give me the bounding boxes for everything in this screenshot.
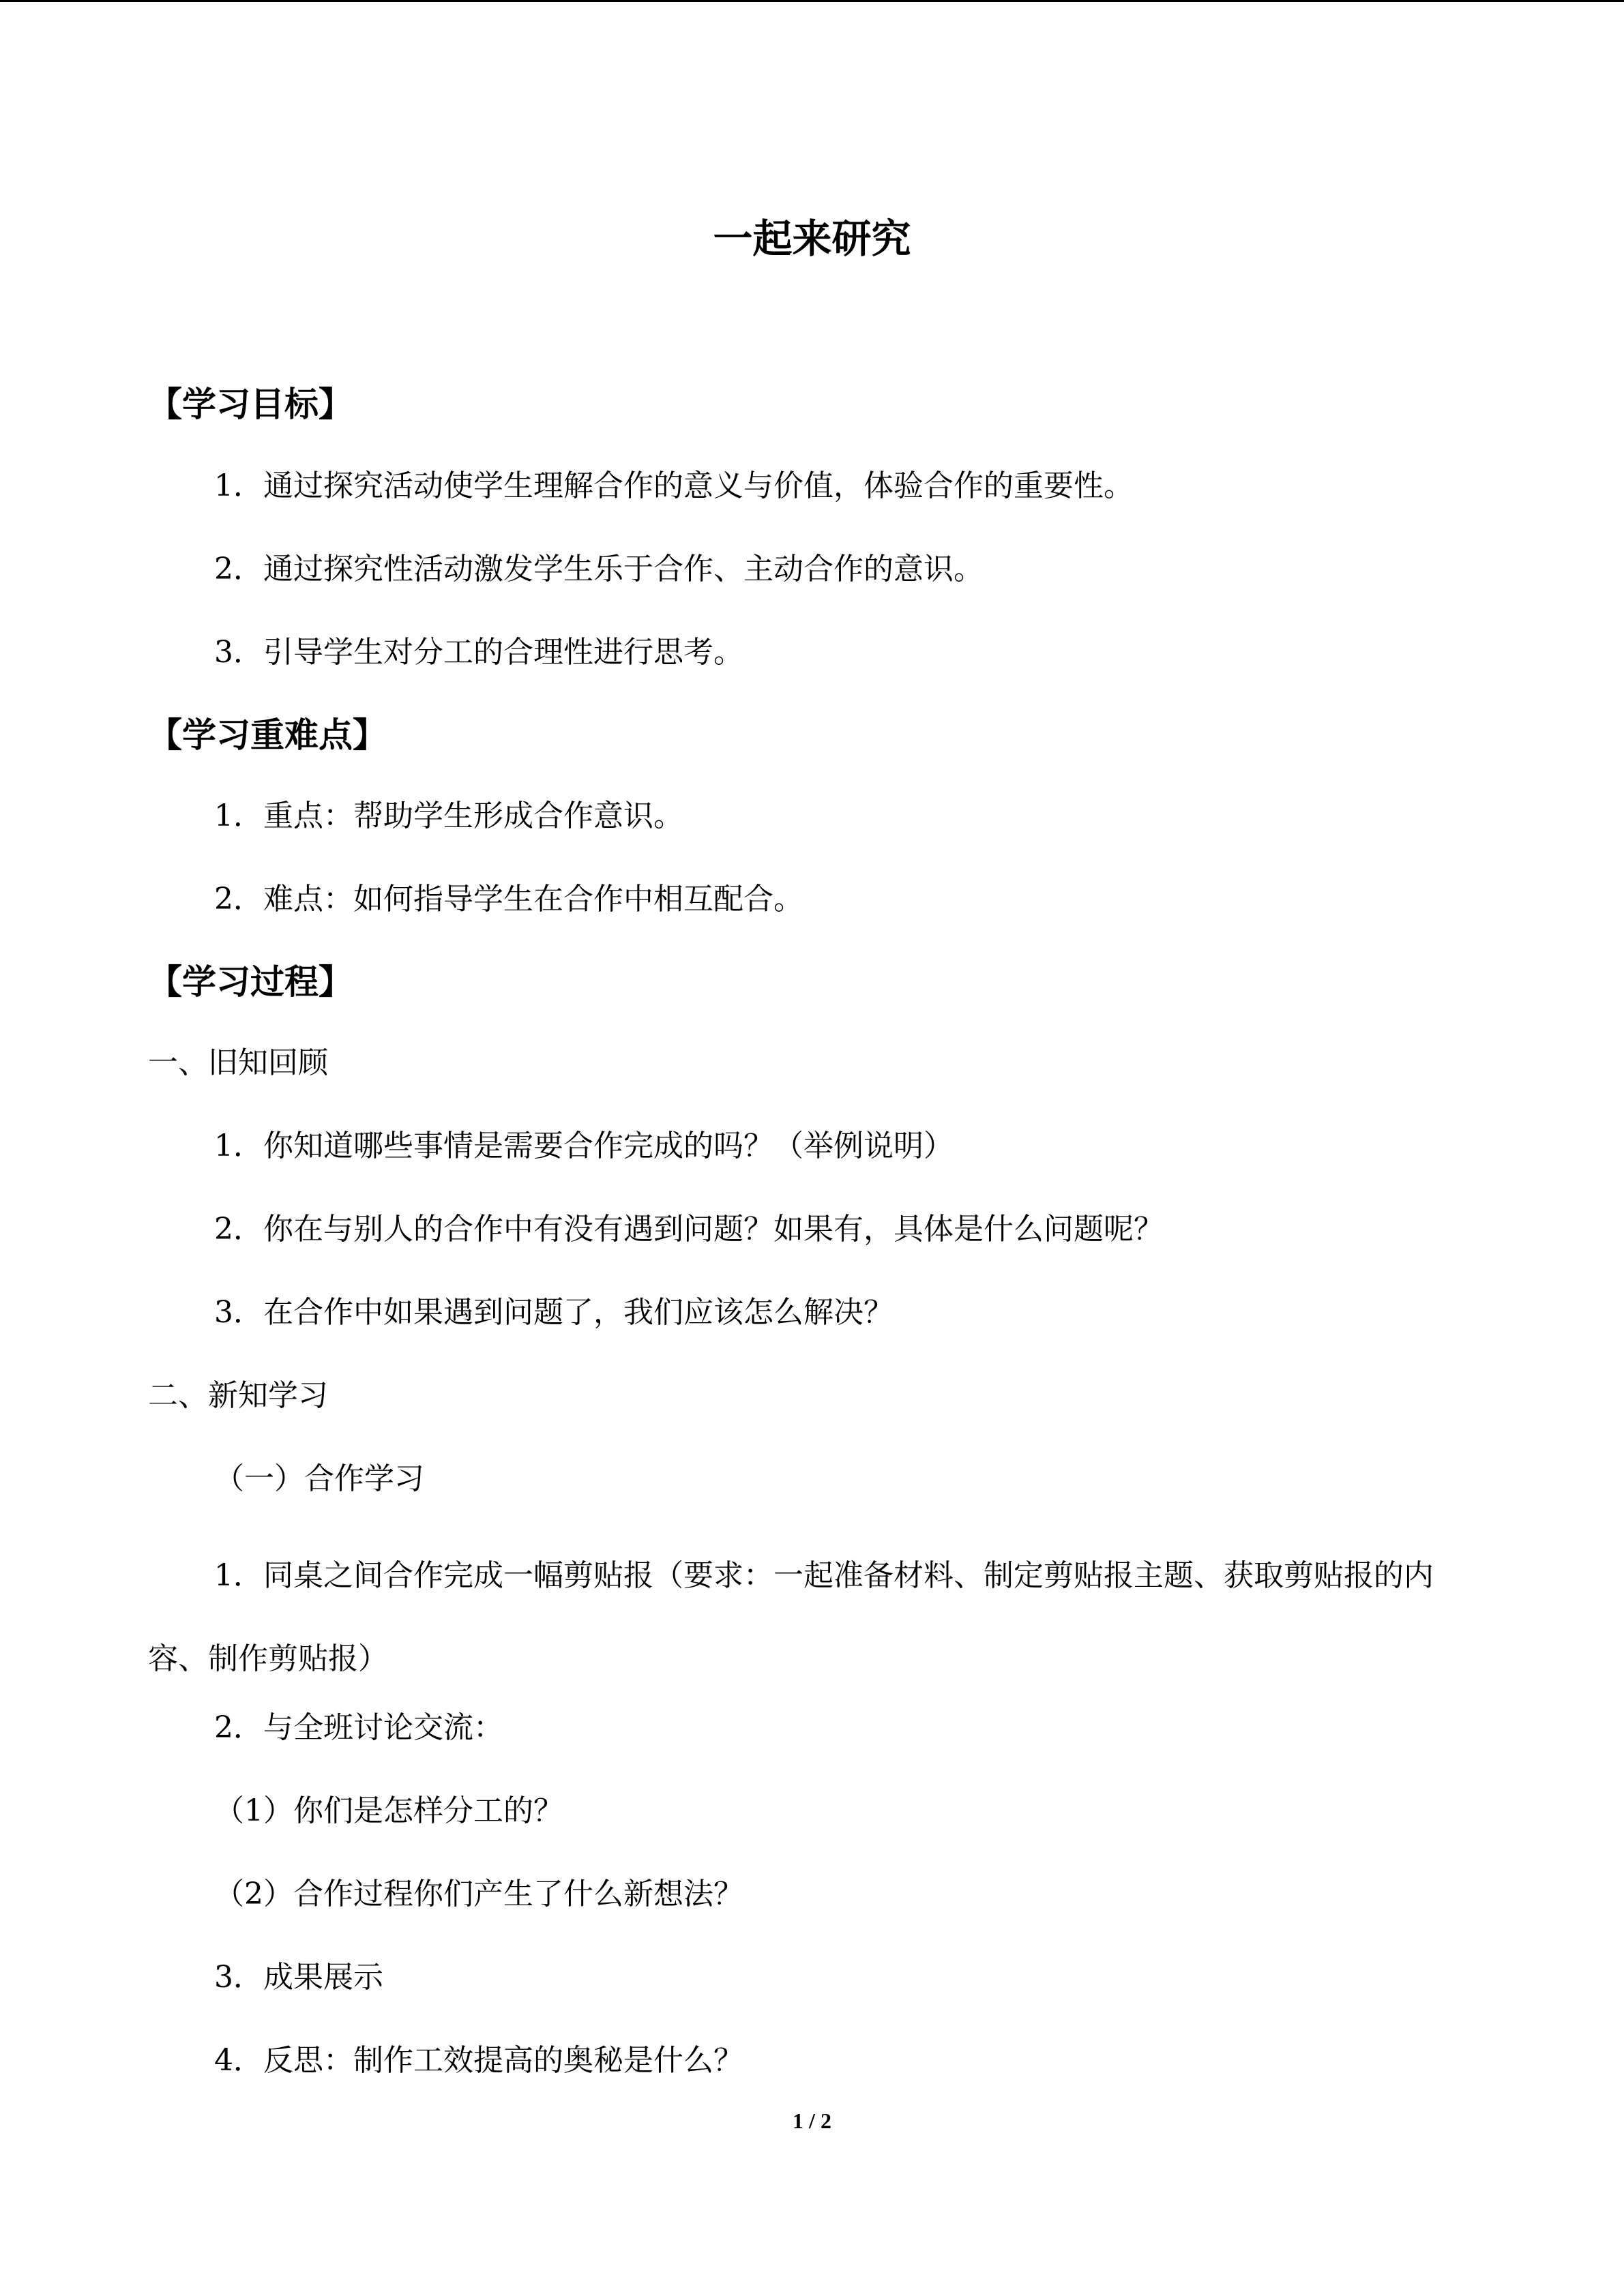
new-learning-item-4: 4．反思：制作工效提高的奥秘是什么？ — [214, 2043, 743, 2078]
review-item-1: 1．你知道哪些事情是需要合作完成的吗？（举例说明） — [214, 1129, 954, 1163]
cooperative-learning-subheading: （一）合作学习 — [214, 1461, 424, 1496]
discussion-question-2: （2）合作过程你们产生了什么新想法？ — [214, 1877, 743, 1911]
new-learning-heading: 二、新知学习 — [148, 1378, 328, 1413]
new-learning-item-2: 2．与全班讨论交流： — [214, 1710, 503, 1745]
new-learning-item-3: 3．成果展示 — [214, 1960, 383, 1995]
review-heading: 一、旧知回顾 — [148, 1045, 328, 1080]
top-border — [0, 0, 1624, 2]
key-points-heading: 【学习重难点】 — [148, 715, 387, 755]
process-heading: 【学习过程】 — [148, 962, 353, 1002]
key-point-item-2: 2．难点：如何指导学生在合作中相互配合。 — [214, 882, 803, 916]
page-number: 1 / 2 — [793, 2108, 831, 2133]
key-point-item-1: 1．重点：帮助学生形成合作意识。 — [214, 799, 683, 833]
objective-item-1: 1．通过探究活动使学生理解合作的意义与价值，体验合作的重要性。 — [214, 468, 1134, 503]
page-title: 一起来研究 — [713, 215, 911, 262]
review-item-3: 3．在合作中如果遇到问题了，我们应该怎么解决？ — [214, 1295, 894, 1330]
discussion-question-1: （1）你们是怎样分工的？ — [214, 1793, 563, 1828]
objective-item-2: 2．通过探究性活动激发学生乐于合作、主动合作的意识。 — [214, 552, 984, 586]
review-item-2: 2．你在与别人的合作中有没有遇到问题？如果有，具体是什么问题呢？ — [214, 1212, 1164, 1247]
objectives-heading: 【学习目标】 — [148, 385, 353, 424]
objective-item-3: 3．引导学生对分工的合理性进行思考。 — [214, 635, 743, 670]
new-learning-item-1: 1．同桌之间合作完成一幅剪贴报（要求：一起准备材料、制定剪贴报主题、获取剪贴报的内容、制作剪贴报） — [148, 1558, 1434, 1676]
